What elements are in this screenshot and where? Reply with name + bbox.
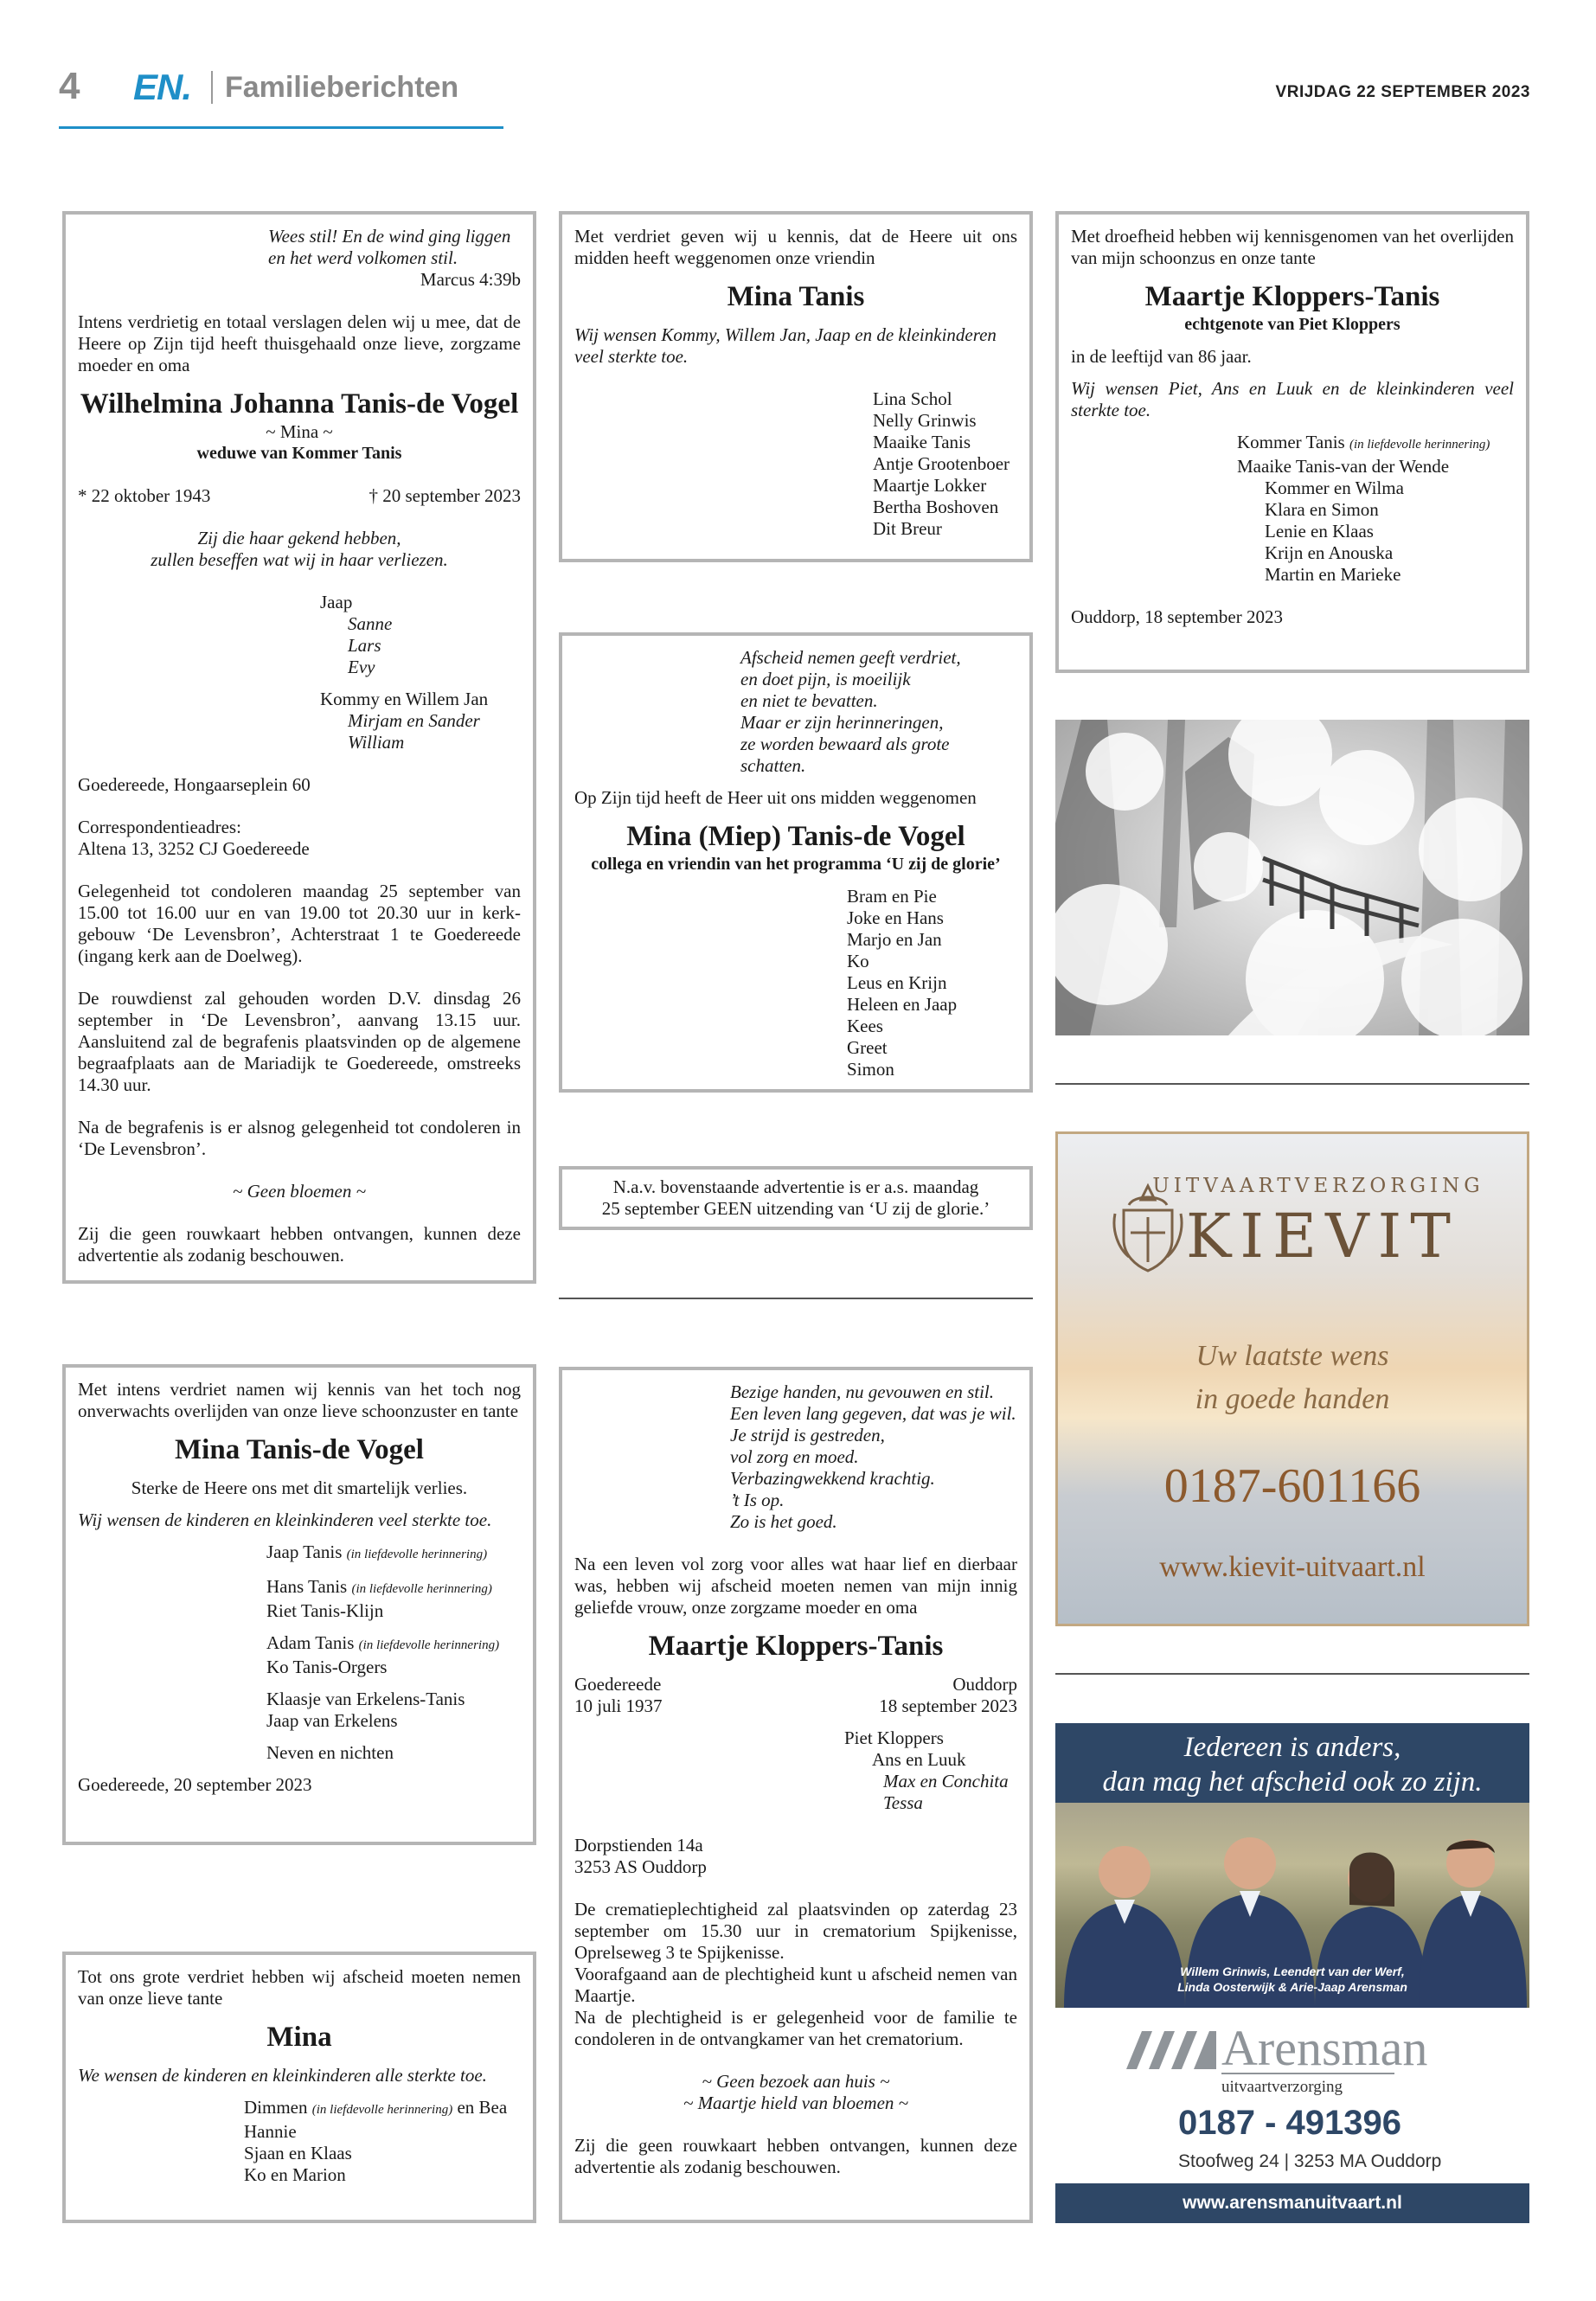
kievit-website: www.kievit-uitvaart.nl [1159, 1551, 1426, 1583]
birth-place: Goedereede [574, 1674, 662, 1695]
no-flowers: ~ Geen bloemen ~ [233, 1181, 366, 1202]
intro-text: Tot ons grote verdriet hebben wij afscheid moeten nemen van onze lieve tante [78, 1966, 521, 2009]
wish-line: Wij wensen de kinderen en kleinkinderen veel sterkte toe. [78, 1509, 492, 1530]
kievit-brand: UITVAARTVERZORGING [1152, 1175, 1484, 1197]
kievit-advertisement [1055, 1131, 1529, 1626]
deceased-name: Maartje Kloppers-Tanis [648, 1631, 944, 1662]
death-place: Ouddorp [952, 1674, 1017, 1695]
obituary-mina-miep [559, 632, 1033, 1093]
colleagues-list: Bram en Pie Joke en Hans Marjo en Jan Ko Leus en Krijn Heleen en Jaap Kees Greet Simon [847, 886, 958, 1080]
ceremony-info: De crematieplechtigheid zal plaatsvinden op zaterdag 23 september om 15.30 uur in crematorium Spijkenisse, Oprelseweg 3 te Spijkenisse. [574, 1899, 1017, 1963]
life-dates [574, 1674, 1017, 1717]
deceased-name: Mina Tanis-de Vogel [175, 1434, 424, 1465]
correspondence-address: Altena 13, 3252 CJ Goedereede [78, 838, 310, 859]
intro-text: Na een leven vol zorg voor alles wat haar lief en dierbaar was, hebben wij afscheid moeten nemen van mijn innig geliefde vrouw, onze zorgzame moeder en oma [574, 1554, 1017, 1618]
friends-list: Lina Schol Nelly Grinwis Maaike Tanis Antje Grootenboer Maartje Lokker Bertha Boshoven Dit Breur [873, 388, 1010, 539]
farewell-info: Voorafgaand aan de plechtigheid kunt u afscheid nemen van Maartje. [574, 1964, 1017, 2006]
arensman-logo-icon [1126, 2031, 1216, 2069]
intro-text: Intens verdrietig en totaal verslagen delen wij u mee, dat de Heere op Zijn tijd heeft thuisgehaald onze lieve, zorgzame moeder en oma [78, 311, 521, 375]
condolence-info: Gelegenheid tot condoleren maandag 25 september van 15.00 tot 16.00 uur en van 19.00 tot 20.30 uur in kerkgebouw ‘De Levensbron’, Achterstraat 1 te Goedereede (ingang kerk aan de Doelweg). [78, 881, 521, 966]
verse: Afscheid nemen geeft verdriet, en doet pijn, is moeilijk en niet te bevatten. Maar er zijn herinneringen, ze worden bewaard als grote schatten. [740, 647, 961, 776]
obituary-mina-tante [62, 1952, 536, 2223]
verse: Wees stil! En de wind ging liggen en het werd volkomen stil. [268, 226, 511, 268]
family-list: Piet Kloppers Ans en Luuk Max en Conchita Tessa [844, 1727, 1009, 1813]
verse: Bezige handen, nu gevouwen en stil. Een leven lang gegeven, dat was je wil. Je strijd is gestreden, vol zorg en moed. Verbazingwekkend krachtig. ’t Is op. Zo is het goed. [730, 1381, 1016, 1532]
deceased-name: Mina Tanis [727, 281, 865, 312]
page-number: 4 [59, 65, 80, 107]
birth-date: * 22 oktober 1943 [78, 485, 211, 506]
no-visits: ~ Geen bezoek aan huis ~ [702, 2071, 890, 2092]
after-burial-info: Na de begrafenis is er alsnog gelegenheid tot condoleren in ‘De Levensbron’. [78, 1117, 521, 1159]
quote: Zij die haar gekend hebben, zullen beseffen wat wij in haar verliezen. [151, 528, 448, 570]
deceased-name: Wilhelmina Johanna Tanis-de Vogel [80, 388, 519, 420]
flowers-note: ~ Maartje hield van bloemen ~ [683, 2093, 909, 2113]
issue-date: VRIJDAG 22 SEPTEMBER 2023 [1275, 83, 1530, 101]
intro-text: Met verdriet geven wij u kennis, dat de Heere uit ons midden heeft weggenomen onze vriendin [574, 226, 1017, 268]
death-date: 18 september 2023 [879, 1695, 1017, 1716]
arensman-logo-subtitle: uitvaartverzorging [1221, 2073, 1394, 2098]
deceased-name: Mina [266, 2022, 332, 2053]
obituary-maartje-inlaws [1055, 211, 1529, 673]
death-date: † 20 september 2023 [369, 485, 521, 506]
column-divider [1055, 1083, 1529, 1085]
section-title: Familieberichten [225, 71, 459, 104]
kievit-slogan: Uw laatste wens in goede handen [1195, 1340, 1390, 1415]
comfort-line: Sterke de Heere ons met dit smartelijk verlies. [131, 1477, 468, 1498]
deceased-name: Maartje Kloppers-Tanis [1144, 281, 1440, 312]
family-list: Jaap Sanne Lars Evy Kommy en Willem Jan Mirjam en Sander William [320, 592, 489, 753]
verse-reference: Marcus 4:39b [420, 269, 521, 290]
home-address: Goedereede, Hongaarseplein 60 [78, 774, 311, 795]
address-line-2: 3253 AS Ouddorp [574, 1856, 707, 1877]
condolence-info: Na de plechtigheid is er gelegenheid voor de familie te condoleren in de ontvangkamer van het crematorium. [574, 2007, 1017, 2049]
column-divider [559, 1298, 1033, 1299]
arensman-phone: 0187 - 491396 [1178, 2104, 1402, 2142]
card-note: Zij die geen rouwkaart hebben ontvangen, kunnen deze advertentie als zodanig beschouwen. [574, 2135, 1017, 2177]
team-caption: Willem Grinwis, Leendert van der Werf, Linda Oosterwijk & Arie-Jaap Arensman [1177, 1965, 1407, 1994]
intro-text: Met intens verdriet namen wij kennis van het toch nog onverwachts overlijden van onze lieve schoonzuster en tante [78, 1379, 521, 1421]
card-note: Zij die geen rouwkaart hebben ontvangen, kunnen deze advertentie als zodanig beschouwen. [78, 1223, 521, 1266]
arensman-advertisement [1055, 1723, 1529, 2223]
correspondence-label: Correspondentieadres: [78, 817, 241, 837]
winter-forest-illustration [1055, 720, 1529, 1035]
obituary-wilhelmina [62, 211, 536, 1284]
place-date: Goedereede, 20 september 2023 [78, 1774, 312, 1795]
winter-forest-photo [1055, 720, 1529, 1035]
broadcast-notice: N.a.v. bovenstaande advertentie is er a.s. maandag 25 september GEEN uitzending van ‘U zij de glorie.’ [559, 1166, 1033, 1230]
obituary-maartje-family [559, 1367, 1033, 2223]
obituary-mina-tanis-de-vogel-family [62, 1364, 536, 1845]
deceased-name: Mina (Miep) Tanis-de Vogel [626, 821, 965, 852]
arensman-address: Stoofweg 24 | 3253 MA Ouddorp [1178, 2151, 1442, 2171]
family-list: Jaap Tanis (in liefdevolle herinnering) Hans Tanis (in liefdevolle herinnering) Riet Tanis-Klijn Adam Tanis (in liefdevolle herinnering) Ko Tanis-Orgers Klaasje van Erkelens-Tanis Jaap van Erkelens Neven en nichten [266, 1541, 500, 1763]
arensman-logo: Arensman [1221, 2020, 1428, 2076]
subtitle: echtgenote van Piet Kloppers [1184, 315, 1401, 334]
obituary-mina-tanis-friends [559, 211, 1033, 562]
kievit-phone: 0187-601166 [1163, 1459, 1421, 1513]
column-divider [1055, 1673, 1529, 1675]
family-list: Kommer Tanis (in liefdevolle herinnering) Maaike Tanis-van der Wende Kommer en Wilma Klara en Simon Lenie en Klaas Krijn en Anouska Martin en Marieke [1237, 432, 1490, 585]
arensman-tagline: Iedereen is anders, dan mag het afscheid ook zo zijn. [1055, 1723, 1529, 1803]
nickname: ~ Mina ~ [266, 421, 333, 442]
wish-line: Wij wensen Kommy, Willem Jan, Jaap en de kleinkinderen veel sterkte toe. [574, 324, 997, 367]
service-info: De rouwdienst zal gehouden worden D.V. dinsdag 26 september in ‘De Levensbron’, aanvang 13.15 uur. Aansluitend zal de begrafenis plaatsvinden op de algemene begraafplaats aan de Mariadijk te Goedereede, omstreeks 14.30 uur. [78, 988, 521, 1095]
arensman-website: www.arensmanuitvaart.nl [1055, 2183, 1529, 2223]
kievit-name: KIEVIT [1186, 1201, 1459, 1272]
subtitle: collega en vriendin van het programma ‘U zij de glorie’ [591, 855, 1001, 874]
wish-line: Wij wensen Piet, Ans en Luuk en de kleinkinderen veel sterkte toe. [1071, 378, 1514, 420]
intro-text: Op Zijn tijd heeft de Heer uit ons midden weggenomen [574, 787, 977, 808]
header-divider [211, 71, 213, 104]
address-line-1: Dorpstienden 14a [574, 1835, 703, 1856]
place-date: Ouddorp, 18 september 2023 [1071, 606, 1283, 627]
dates [78, 485, 521, 507]
intro-text: Met droefheid hebben wij kennisgenomen van het overlijden van mijn schoonzus en onze tante [1071, 226, 1514, 268]
newspaper-logo: EN. [133, 67, 192, 107]
birth-date: 10 juli 1937 [574, 1695, 663, 1716]
header-rule [59, 126, 503, 129]
age-line: in de leeftijd van 86 jaar. [1071, 346, 1252, 367]
family-list: Dimmen (in liefdevolle herinnering) en Bea Hannie Sjaan en Klaas Ko en Marion [244, 2097, 508, 2185]
subtitle: weduwe van Kommer Tanis [196, 444, 402, 463]
wish-line: We wensen de kinderen en kleinkinderen alle sterkte toe. [78, 2065, 487, 2086]
